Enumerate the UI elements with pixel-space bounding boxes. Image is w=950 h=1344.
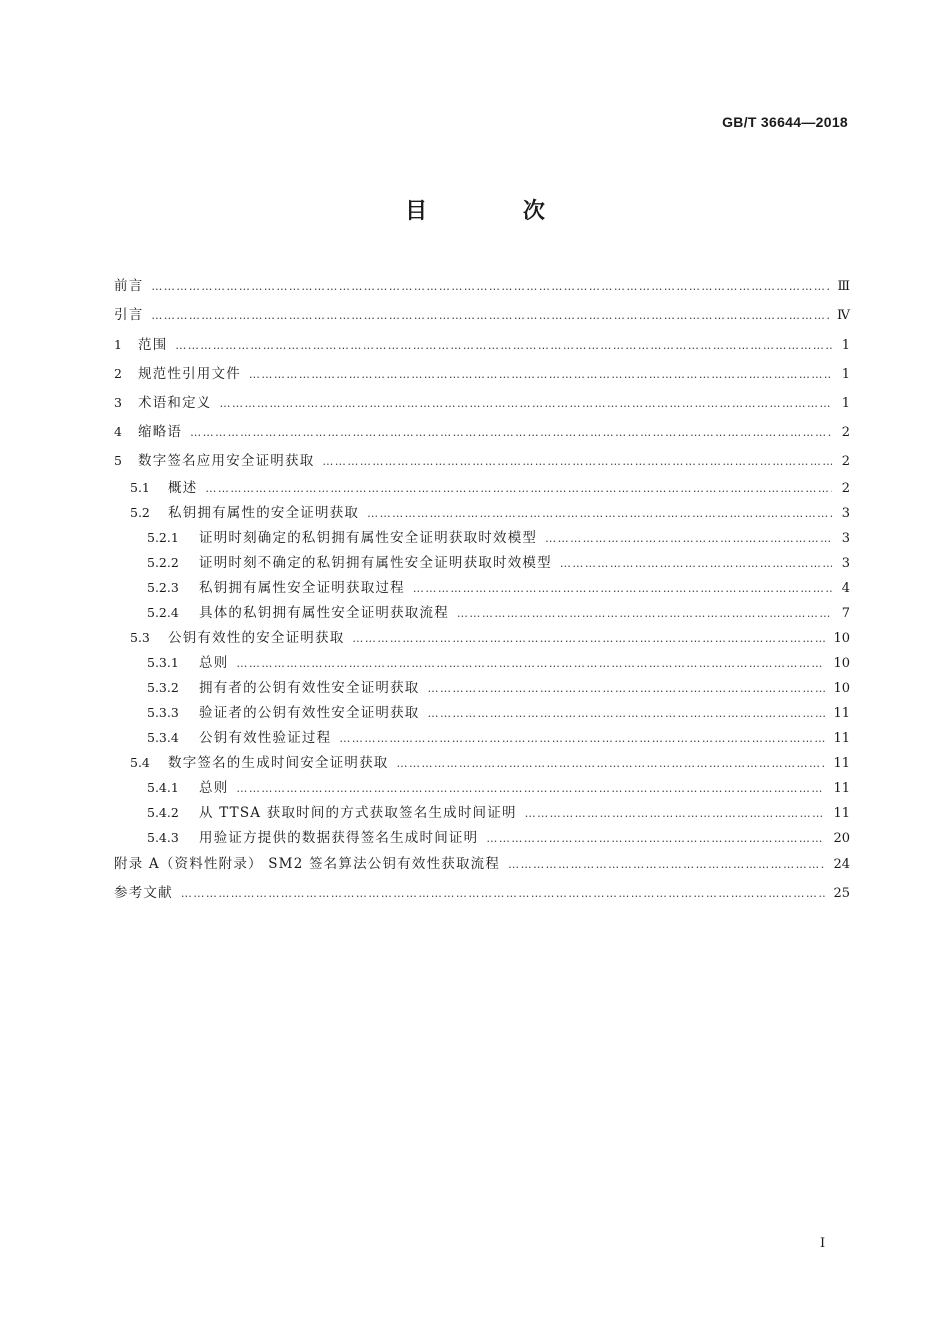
toc-entry-page: 10 bbox=[833, 631, 850, 646]
toc-entry[interactable] bbox=[114, 417, 850, 446]
toc-entry-number: 5.2 bbox=[130, 505, 150, 520]
toc-entry-number: 5 bbox=[114, 453, 122, 468]
toc-entry-label: 范围 bbox=[138, 337, 168, 353]
toc-entry-number: 1 bbox=[114, 337, 122, 352]
toc-entry-label: 私钥拥有属性安全证明获取过程 bbox=[199, 580, 405, 596]
toc-dot-leader bbox=[486, 826, 825, 851]
toc-dot-leader bbox=[220, 389, 833, 418]
toc-entry-label: 公钥有效性验证过程 bbox=[199, 730, 332, 746]
page-title: 目 次 bbox=[405, 199, 589, 224]
toc-dot-leader bbox=[236, 776, 825, 801]
toc-entry-page: 4 bbox=[841, 581, 850, 596]
toc-entry-label: 术语和定义 bbox=[138, 395, 212, 411]
toc-dot-leader bbox=[508, 850, 825, 879]
toc-entry[interactable] bbox=[114, 600, 850, 625]
toc-entry[interactable] bbox=[114, 388, 850, 417]
toc-entry-number: 5.4.2 bbox=[147, 805, 179, 820]
toc-entry[interactable] bbox=[114, 446, 850, 475]
toc-dot-leader bbox=[367, 501, 832, 526]
toc-entry[interactable] bbox=[114, 750, 850, 775]
toc-dot-leader bbox=[205, 476, 832, 501]
toc-dot-leader bbox=[190, 418, 832, 447]
toc-dot-leader bbox=[339, 726, 825, 751]
toc-entry[interactable] bbox=[114, 700, 850, 725]
toc-entry[interactable] bbox=[114, 359, 850, 388]
toc-entry-label: 具体的私钥拥有属性安全证明获取流程 bbox=[199, 605, 449, 621]
toc-entry[interactable] bbox=[114, 850, 850, 879]
toc-entry-page: 3 bbox=[841, 506, 850, 521]
toc-entry-number: 4 bbox=[114, 424, 122, 439]
toc-dot-leader bbox=[181, 879, 826, 908]
toc-entry-page: 11 bbox=[833, 806, 850, 821]
toc-entry[interactable] bbox=[114, 475, 850, 500]
toc-entry-label: 概述 bbox=[168, 480, 198, 496]
toc-entry-page: 24 bbox=[833, 857, 850, 872]
toc-dot-leader bbox=[457, 601, 832, 626]
toc-dot-leader bbox=[545, 526, 832, 551]
toc-entry[interactable] bbox=[114, 879, 850, 908]
toc-entry-number: 5.3.2 bbox=[147, 680, 179, 695]
toc-dot-leader bbox=[249, 360, 832, 389]
toc-entry-page: 3 bbox=[841, 531, 850, 546]
toc-entry-label: 数字签名应用安全证明获取 bbox=[138, 453, 315, 469]
toc-entry[interactable] bbox=[114, 575, 850, 600]
toc-entry-number: 3 bbox=[114, 395, 122, 410]
toc-entry-number: 5.4 bbox=[130, 755, 150, 770]
toc-entry-page: 11 bbox=[833, 731, 850, 746]
toc-dot-leader bbox=[428, 701, 826, 726]
toc-entry-page: 3 bbox=[841, 556, 850, 571]
toc-entry[interactable] bbox=[114, 500, 850, 525]
toc-dot-leader bbox=[560, 551, 832, 576]
toc-entry-page: 10 bbox=[833, 681, 850, 696]
toc-entry-label: 附录 A（资料性附录） SM2 签名算法公钥有效性获取流程 bbox=[114, 856, 501, 872]
toc-entry-number: 5.3.3 bbox=[147, 705, 179, 720]
toc-entry-page: 2 bbox=[841, 425, 850, 440]
toc-entry-label: 公钥有效性的安全证明获取 bbox=[168, 630, 345, 646]
toc-entry-label: 从 TTSA 获取时间的方式获取签名生成时间证明 bbox=[199, 805, 517, 821]
toc-entry[interactable] bbox=[114, 775, 850, 800]
toc-entry[interactable] bbox=[114, 825, 850, 850]
toc-entry-label: 拥有者的公钥有效性安全证明获取 bbox=[199, 680, 420, 696]
toc-entry-number: 5.2.2 bbox=[147, 555, 179, 570]
toc-entry[interactable] bbox=[114, 800, 850, 825]
toc-entry-label: 缩略语 bbox=[138, 424, 183, 440]
toc-entry-number: 5.2.1 bbox=[147, 530, 179, 545]
toc-entry-page: 1 bbox=[841, 396, 850, 411]
toc-dot-leader bbox=[236, 651, 825, 676]
toc-entry-number: 5.4.3 bbox=[147, 830, 179, 845]
toc-entry-page: Ⅲ bbox=[837, 279, 850, 294]
toc-entry[interactable] bbox=[114, 301, 850, 330]
toc-dot-leader bbox=[525, 801, 826, 826]
toc-entry[interactable] bbox=[114, 550, 850, 575]
toc-entry-page: 11 bbox=[833, 706, 850, 721]
toc-entry-page: 11 bbox=[833, 756, 850, 771]
toc-entry-number: 5.3 bbox=[130, 630, 150, 645]
toc-dot-leader bbox=[151, 301, 829, 330]
toc-entry[interactable] bbox=[114, 725, 850, 750]
toc-entry[interactable] bbox=[114, 272, 850, 301]
toc-entry-page: 1 bbox=[841, 338, 850, 353]
toc-entry-number: 2 bbox=[114, 366, 122, 381]
standard-code: GB/T 36644—2018 bbox=[722, 114, 848, 130]
toc-entry-number: 5.1 bbox=[130, 480, 150, 495]
toc-entry-number: 5.2.3 bbox=[147, 580, 179, 595]
toc-entry-label: 引言 bbox=[114, 307, 144, 323]
toc-entry-page: 25 bbox=[833, 886, 850, 901]
table-of-contents bbox=[114, 272, 850, 908]
toc-entry-page: 10 bbox=[833, 656, 850, 671]
toc-entry[interactable] bbox=[114, 650, 850, 675]
toc-entry-page: 7 bbox=[841, 606, 850, 621]
toc-entry-label: 用验证方提供的数据获得签名生成时间证明 bbox=[199, 830, 479, 846]
toc-entry-label: 总则 bbox=[199, 655, 229, 671]
toc-entry-label: 证明时刻确定的私钥拥有属性安全证明获取时效模型 bbox=[199, 530, 538, 546]
toc-entry-page: 2 bbox=[841, 454, 850, 469]
toc-entry-label: 证明时刻不确定的私钥拥有属性安全证明获取时效模型 bbox=[199, 555, 552, 571]
toc-entry-page: 1 bbox=[841, 367, 850, 382]
toc-entry-label: 前言 bbox=[114, 278, 144, 294]
toc-dot-leader bbox=[151, 272, 829, 301]
toc-dot-leader bbox=[413, 576, 832, 601]
toc-entry-label: 私钥拥有属性的安全证明获取 bbox=[168, 505, 360, 521]
toc-entry[interactable] bbox=[114, 625, 850, 650]
toc-dot-leader bbox=[428, 676, 826, 701]
toc-entry-page: Ⅳ bbox=[837, 308, 850, 323]
toc-entry-page: 11 bbox=[833, 781, 850, 796]
footer-page-number: I bbox=[820, 1236, 826, 1251]
toc-dot-leader bbox=[322, 447, 832, 476]
toc-dot-leader bbox=[397, 751, 826, 776]
toc-entry[interactable] bbox=[114, 675, 850, 700]
toc-entry-label: 总则 bbox=[199, 780, 229, 796]
toc-entry-label: 数字签名的生成时间安全证明获取 bbox=[168, 755, 389, 771]
toc-entry-page: 20 bbox=[833, 831, 850, 846]
toc-entry-number: 5.3.4 bbox=[147, 730, 179, 745]
toc-dot-leader bbox=[175, 331, 832, 360]
toc-dot-leader bbox=[352, 626, 825, 651]
toc-entry[interactable] bbox=[114, 330, 850, 359]
toc-entry-label: 规范性引用文件 bbox=[138, 366, 241, 382]
toc-entry-number: 5.3.1 bbox=[147, 655, 179, 670]
toc-entry-page: 2 bbox=[841, 481, 850, 496]
toc-entry-number: 5.2.4 bbox=[147, 605, 179, 620]
toc-entry-number: 5.4.1 bbox=[147, 780, 179, 795]
toc-entry-label: 参考文献 bbox=[114, 885, 173, 901]
toc-entry-label: 验证者的公钥有效性安全证明获取 bbox=[199, 705, 420, 721]
toc-entry[interactable] bbox=[114, 525, 850, 550]
